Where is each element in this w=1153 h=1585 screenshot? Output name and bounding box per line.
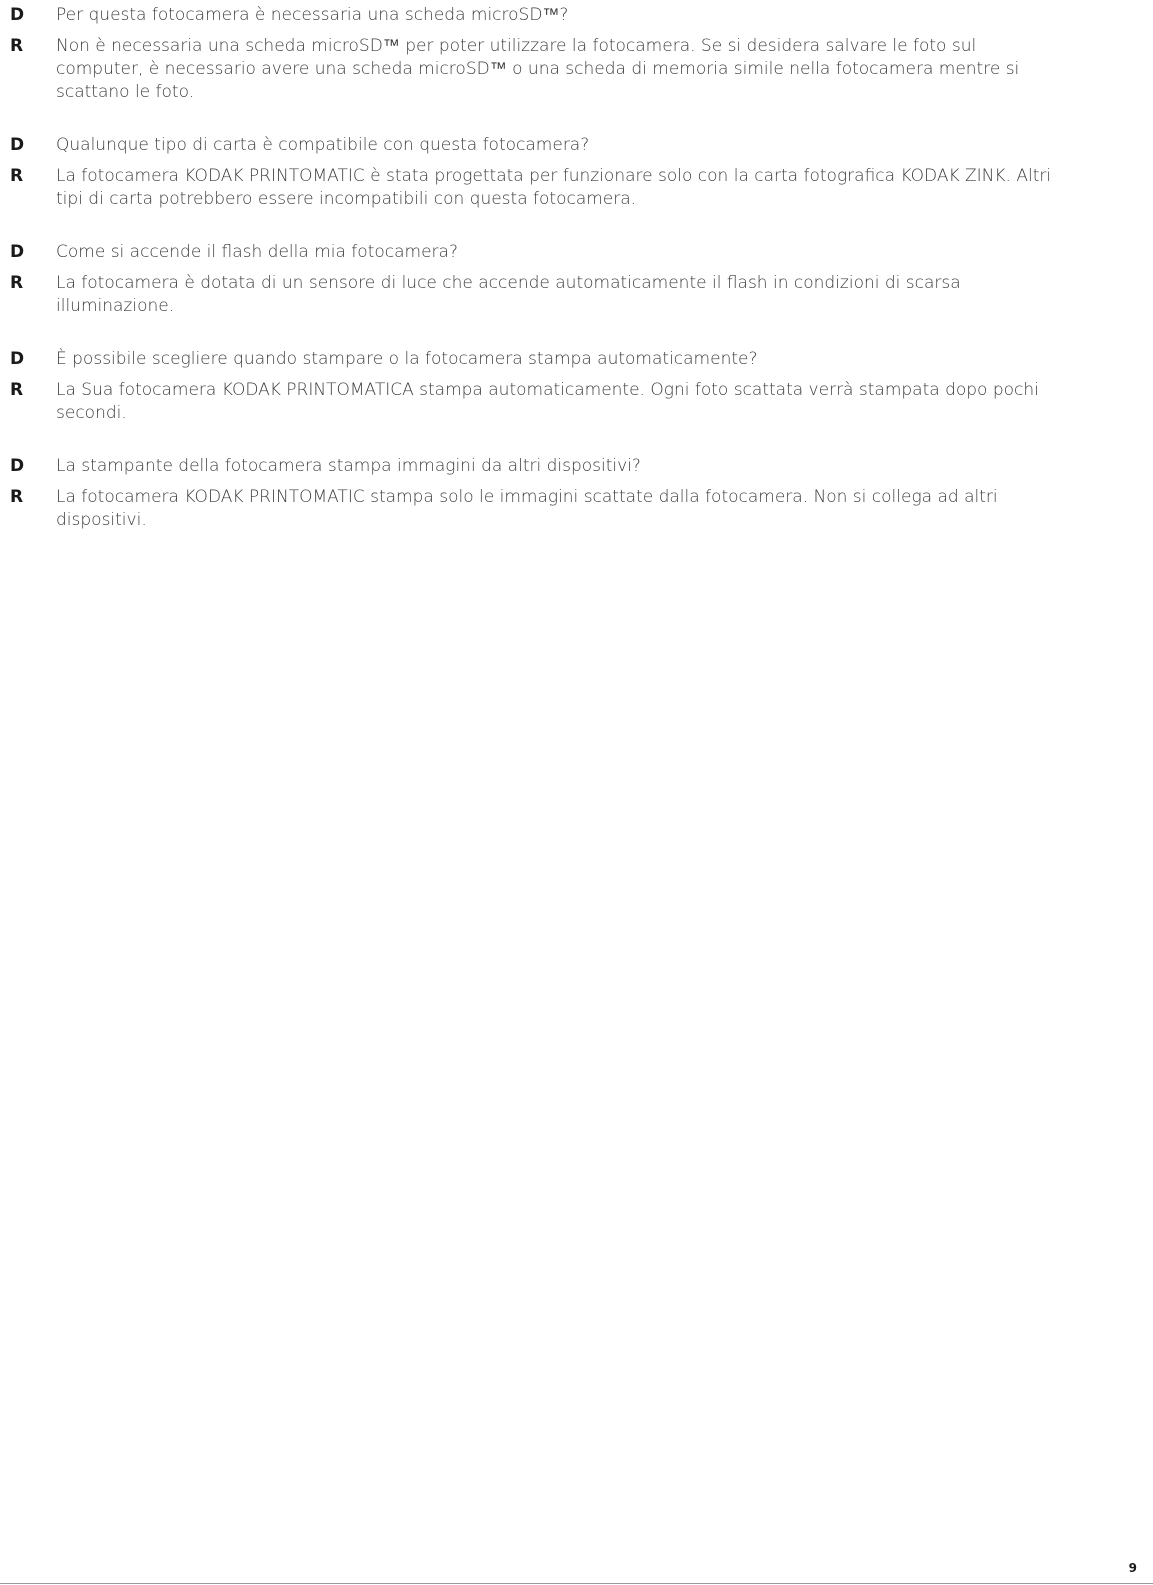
answer-row bbox=[10, 379, 1110, 425]
footer-rule bbox=[0, 1583, 1153, 1584]
question-row bbox=[10, 241, 1110, 264]
faq-item bbox=[10, 4, 1110, 104]
answer-marker: R bbox=[10, 36, 24, 56]
faq-item bbox=[10, 348, 1110, 425]
question-marker: D bbox=[10, 242, 25, 262]
question-text: Per questa fotocamera è necessaria una scheda microSD™? bbox=[56, 5, 569, 25]
question-text: La stampante della fotocamera stampa immagini da altri dispositivi? bbox=[56, 456, 641, 476]
answer-text: La fotocamera è dotata di un sensore di luce che accende automaticamente il flash in condizioni di scarsa illuminazione. bbox=[56, 273, 961, 316]
answer-marker: R bbox=[10, 380, 24, 400]
answer-text: Non è necessaria una scheda microSD™ per poter utilizzare la fotocamera. Se si desidera salvare le foto sul computer, è necessario avere una scheda microSD™ o una scheda di memoria simile nella fotocamera mentre si scattano le foto. bbox=[56, 36, 1020, 102]
question-row bbox=[10, 4, 1110, 27]
question-text: Qualunque tipo di carta è compatibile con questa fotocamera? bbox=[56, 135, 590, 155]
question-row bbox=[10, 455, 1110, 478]
question-text: Come si accende il flash della mia fotocamera? bbox=[56, 242, 458, 262]
answer-row bbox=[10, 272, 1110, 318]
answer-row bbox=[10, 486, 1110, 532]
answer-marker: R bbox=[10, 487, 24, 507]
faq-item bbox=[10, 241, 1110, 318]
question-marker: D bbox=[10, 456, 25, 476]
answer-text: La fotocamera KODAK PRINTOMATIC è stata progettata per funzionare solo con la carta fotografica KODAK ZINK. Altri tipi di carta potrebbero essere incompatibili con questa fotocamera. bbox=[56, 166, 1052, 209]
question-row bbox=[10, 134, 1110, 157]
question-text: È possibile scegliere quando stampare o la fotocamera stampa automaticamente? bbox=[56, 349, 758, 369]
question-marker: D bbox=[10, 5, 25, 25]
answer-text: La Sua fotocamera KODAK PRINTOMATICA stampa automaticamente. Ogni foto scattata verrà stampata dopo pochi secondi. bbox=[56, 380, 1039, 423]
question-marker: D bbox=[10, 349, 25, 369]
answer-marker: R bbox=[10, 273, 24, 293]
faq-item bbox=[10, 134, 1110, 211]
faq-list bbox=[10, 4, 1110, 562]
question-marker: D bbox=[10, 135, 25, 155]
answer-marker: R bbox=[10, 166, 24, 186]
question-row bbox=[10, 348, 1110, 371]
answer-row bbox=[10, 35, 1110, 104]
answer-row bbox=[10, 165, 1110, 211]
answer-text: La fotocamera KODAK PRINTOMATIC stampa solo le immagini scattate dalla fotocamera. Non si collega ad altri dispositivi. bbox=[56, 487, 998, 530]
page-number: 9 bbox=[1128, 1561, 1137, 1575]
faq-item bbox=[10, 455, 1110, 532]
